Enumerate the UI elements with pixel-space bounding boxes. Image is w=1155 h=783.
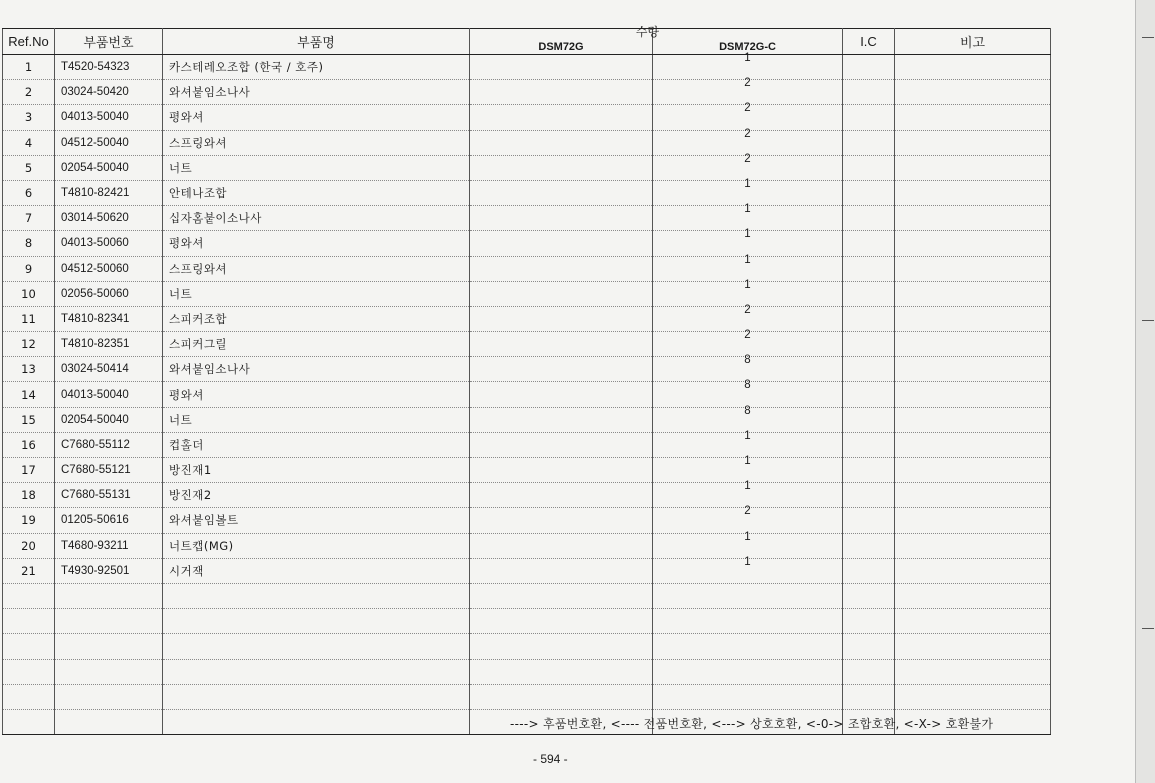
table-row: [3, 483, 1051, 508]
qty-model-2-cell: [653, 102, 843, 130]
ic-cell: [843, 180, 895, 205]
part-no-cell: 03024-50414: [55, 357, 163, 382]
remarks-cell: [895, 483, 1051, 508]
header-part-no: 부품번호: [55, 29, 163, 55]
ref-no-cell: 4: [3, 130, 55, 155]
ic-cell: [843, 508, 895, 533]
part-no-cell: 02054-50040: [55, 155, 163, 180]
qty-model-1-cell: [470, 458, 653, 483]
qty-value: 1: [744, 555, 751, 568]
ref-no-cell: 6: [3, 180, 55, 205]
table-row: [3, 458, 1051, 483]
qty-model-1-cell: [470, 130, 653, 155]
header-model-2: DSM72G-C: [719, 41, 776, 53]
qty-value: 2: [744, 303, 751, 316]
empty-cell: [163, 634, 470, 659]
remarks-cell: [895, 432, 1051, 457]
empty-row: [3, 583, 1051, 608]
table-row: [3, 508, 1051, 533]
part-no-cell: T4810-82351: [55, 332, 163, 357]
part-no-cell: T4520-54323: [55, 55, 163, 80]
part-name-cell: 와셔붙임볼트: [163, 508, 470, 533]
qty-model-1-cell: [470, 180, 653, 205]
qty-value: 1: [744, 228, 751, 241]
qty-value: 1: [744, 480, 751, 493]
remarks-cell: [895, 533, 1051, 558]
empty-cell: [895, 684, 1051, 709]
empty-cell: [470, 684, 653, 709]
part-no-cell: 04013-50060: [55, 231, 163, 256]
part-no-cell: T4810-82341: [55, 306, 163, 331]
qty-model-1-cell: [470, 332, 653, 357]
qty-model-2-cell: [653, 228, 843, 256]
empty-cell: [3, 609, 55, 634]
qty-model-1-cell: [470, 281, 653, 306]
remarks-cell: [895, 357, 1051, 382]
part-name-cell: 스피커그릴: [163, 332, 470, 357]
empty-cell: [843, 659, 895, 684]
table-row: [3, 80, 1051, 105]
qty-model-2-cell: [653, 480, 843, 508]
qty-value: 2: [744, 329, 751, 342]
ref-no-cell: 21: [3, 558, 55, 583]
empty-cell: [895, 609, 1051, 634]
qty-model-2-cell: [653, 505, 843, 533]
header-quantity: 수량: [635, 25, 660, 39]
ref-no-cell: 1: [3, 55, 55, 80]
empty-cell: [55, 609, 163, 634]
header-qty-model-2: [635, 25, 843, 55]
ic-cell: [843, 558, 895, 583]
qty-value: 1: [744, 203, 751, 216]
qty-model-1-cell: [470, 155, 653, 180]
ic-cell: [843, 332, 895, 357]
qty-value: 1: [744, 455, 751, 467]
part-name-cell: 와셔붙임소나사: [163, 80, 470, 105]
empty-cell: [55, 709, 163, 734]
ref-no-cell: 2: [3, 80, 55, 105]
table-row: [3, 256, 1051, 281]
ic-cell: [843, 407, 895, 432]
qty-model-1-cell: [470, 432, 653, 457]
part-name-cell: 스피커조합: [163, 306, 470, 331]
ref-no-cell: 7: [3, 206, 55, 231]
qty-value: 8: [744, 379, 751, 392]
table-row: [3, 357, 1051, 382]
qty-model-2-cell: [653, 530, 843, 558]
part-name-cell: 카스테레오조합 (한국 / 호주): [163, 55, 470, 80]
ic-cell: [843, 432, 895, 457]
part-no-cell: 03014-50620: [55, 206, 163, 231]
qty-value: 1: [744, 177, 751, 190]
remarks-cell: [895, 180, 1051, 205]
ic-cell: [843, 231, 895, 256]
qty-model-1-cell: [470, 80, 653, 105]
part-name-cell: 너트: [163, 155, 470, 180]
empty-cell: [163, 659, 470, 684]
empty-cell: [470, 659, 653, 684]
remarks-cell: [895, 332, 1051, 357]
qty-model-1-cell: [470, 306, 653, 331]
part-no-cell: 01205-50616: [55, 508, 163, 533]
table-row: [3, 332, 1051, 357]
table-row: [3, 206, 1051, 231]
qty-model-1-cell: [470, 483, 653, 508]
ic-cell: [843, 306, 895, 331]
empty-cell: [843, 634, 895, 659]
header-model-1: DSM72G: [538, 41, 584, 53]
part-no-cell: T4680-93211: [55, 533, 163, 558]
ic-cell: [843, 206, 895, 231]
ic-cell: [843, 458, 895, 483]
header-remarks: 비고: [895, 29, 1051, 55]
part-name-cell: 평와셔: [163, 231, 470, 256]
qty-model-2-cell: [653, 152, 843, 180]
ic-cell: [843, 483, 895, 508]
ic-cell: [843, 105, 895, 130]
ref-no-cell: 5: [3, 155, 55, 180]
ic-cell: [843, 155, 895, 180]
qty-value: 1: [744, 253, 751, 266]
ic-cell: [843, 130, 895, 155]
empty-cell: [55, 583, 163, 608]
remarks-cell: [895, 155, 1051, 180]
empty-cell: [653, 609, 843, 634]
part-name-cell: 스프링와셔: [163, 256, 470, 281]
table-header-row: [3, 29, 1051, 55]
qty-value: 2: [744, 505, 751, 518]
qty-value: 1: [744, 278, 751, 291]
qty-model-1-cell: [470, 382, 653, 407]
part-name-cell: 안테나조합: [163, 180, 470, 205]
empty-cell: [843, 684, 895, 709]
empty-cell: [3, 583, 55, 608]
empty-cell: [3, 659, 55, 684]
table-row: [3, 55, 1051, 80]
empty-cell: [843, 583, 895, 608]
qty-value: 1: [744, 530, 751, 543]
qty-value: 2: [744, 127, 751, 140]
ref-no-cell: 14: [3, 382, 55, 407]
qty-model-2-cell: [653, 203, 843, 231]
empty-cell: [895, 634, 1051, 659]
qty-model-2-cell: [653, 253, 843, 281]
ic-cell: [843, 256, 895, 281]
ref-no-cell: 9: [3, 256, 55, 281]
empty-row: [3, 684, 1051, 709]
qty-value: 1: [744, 52, 751, 64]
part-no-cell: 03024-50420: [55, 80, 163, 105]
part-no-cell: C7680-55121: [55, 458, 163, 483]
qty-value: 1: [744, 429, 751, 442]
qty-model-2-cell: [653, 555, 843, 583]
part-no-cell: 04512-50060: [55, 256, 163, 281]
part-name-cell: 방진재1: [163, 458, 470, 483]
empty-cell: [470, 583, 653, 608]
ic-cell: [843, 382, 895, 407]
table-row: [3, 558, 1051, 583]
part-name-cell: 평와셔: [163, 105, 470, 130]
remarks-cell: [895, 558, 1051, 583]
empty-cell: [895, 659, 1051, 684]
empty-cell: [163, 684, 470, 709]
edge-mark: [1142, 320, 1154, 321]
ref-no-cell: 17: [3, 458, 55, 483]
part-no-cell: 02056-50060: [55, 281, 163, 306]
interchange-legend: ----> 후품번호환, <---- 전품번호환, <---> 상호호환, <-0-> 조합호환, <-X-> 호환불가: [510, 717, 994, 731]
qty-model-1-cell: [470, 231, 653, 256]
part-name-cell: 너트: [163, 281, 470, 306]
remarks-cell: [895, 130, 1051, 155]
ref-no-cell: 20: [3, 533, 55, 558]
ic-cell: [843, 55, 895, 80]
remarks-cell: [895, 508, 1051, 533]
qty-model-1-cell: [470, 533, 653, 558]
remarks-cell: [895, 231, 1051, 256]
empty-cell: [3, 634, 55, 659]
table-row: [3, 130, 1051, 155]
qty-model-2-cell: [653, 177, 843, 205]
ref-no-cell: 19: [3, 508, 55, 533]
part-no-cell: 02054-50040: [55, 407, 163, 432]
qty-model-1-cell: [470, 558, 653, 583]
empty-cell: [163, 609, 470, 634]
remarks-cell: [895, 458, 1051, 483]
table-row: [3, 533, 1051, 558]
remarks-cell: [895, 206, 1051, 231]
qty-value: 2: [744, 102, 751, 115]
remarks-cell: [895, 55, 1051, 80]
empty-cell: [3, 684, 55, 709]
table-row: [3, 432, 1051, 457]
remarks-cell: [895, 80, 1051, 105]
table-row: [3, 105, 1051, 130]
part-no-cell: C7680-55112: [55, 432, 163, 457]
empty-cell: [653, 659, 843, 684]
empty-row: [3, 634, 1051, 659]
qty-model-2-cell: [653, 303, 843, 331]
table-row: [3, 382, 1051, 407]
remarks-cell: [895, 281, 1051, 306]
qty-model-2-cell: [653, 127, 843, 155]
qty-model-1-cell: [470, 407, 653, 432]
ref-no-cell: 3: [3, 105, 55, 130]
part-name-cell: 너트캡(MG): [163, 533, 470, 558]
ic-cell: [843, 80, 895, 105]
qty-model-1-cell: [470, 55, 653, 80]
header-ref-no: Ref.No: [3, 29, 55, 55]
qty-value: 8: [744, 354, 751, 367]
edge-mark: [1142, 628, 1154, 629]
qty-value: 2: [744, 152, 751, 165]
page-number: - 594 -: [533, 752, 568, 766]
table-row: [3, 231, 1051, 256]
empty-cell: [163, 709, 470, 734]
empty-cell: [55, 659, 163, 684]
empty-cell: [3, 709, 55, 734]
remarks-cell: [895, 306, 1051, 331]
ref-no-cell: 13: [3, 357, 55, 382]
qty-model-1-cell: [470, 508, 653, 533]
empty-cell: [653, 634, 843, 659]
qty-model-1-cell: [470, 256, 653, 281]
remarks-cell: [895, 105, 1051, 130]
part-name-cell: 시거잭: [163, 558, 470, 583]
part-no-cell: C7680-55131: [55, 483, 163, 508]
empty-cell: [895, 583, 1051, 608]
empty-row: [3, 609, 1051, 634]
empty-cell: [470, 609, 653, 634]
qty-value: 2: [744, 77, 751, 90]
qty-model-2-cell: [653, 77, 843, 105]
part-name-cell: 스프링와셔: [163, 130, 470, 155]
empty-cell: [163, 583, 470, 608]
ref-no-cell: 8: [3, 231, 55, 256]
qty-model-1-cell: [470, 206, 653, 231]
empty-cell: [470, 634, 653, 659]
qty-model-1-cell: [470, 357, 653, 382]
empty-cell: [55, 634, 163, 659]
part-name-cell: 십자홈붙이소나사: [163, 206, 470, 231]
qty-model-2-cell: [653, 52, 843, 80]
qty-model-2-cell: [653, 278, 843, 306]
part-name-cell: 와셔붙임소나사: [163, 357, 470, 382]
part-name-cell: 너트: [163, 407, 470, 432]
empty-cell: [55, 684, 163, 709]
ref-no-cell: 12: [3, 332, 55, 357]
table-row: [3, 306, 1051, 331]
qty-model-2-cell: [653, 429, 843, 457]
table-row: [3, 407, 1051, 432]
binding-edge: [1135, 0, 1155, 783]
ref-no-cell: 16: [3, 432, 55, 457]
part-name-cell: 컵홀더: [163, 432, 470, 457]
table-row: [3, 180, 1051, 205]
part-name-cell: 평와셔: [163, 382, 470, 407]
header-ic: I.C: [843, 29, 895, 55]
ic-cell: [843, 357, 895, 382]
table-row: [3, 281, 1051, 306]
qty-model-2-cell: [653, 329, 843, 357]
empty-cell: [653, 583, 843, 608]
part-no-cell: 04512-50040: [55, 130, 163, 155]
qty-value: 8: [744, 404, 751, 417]
empty-row: [3, 659, 1051, 684]
remarks-cell: [895, 256, 1051, 281]
table-row: [3, 155, 1051, 180]
ref-no-cell: 18: [3, 483, 55, 508]
parts-table: [2, 25, 1051, 735]
ref-no-cell: 11: [3, 306, 55, 331]
remarks-cell: [895, 382, 1051, 407]
part-name-cell: 방진재2: [163, 483, 470, 508]
part-no-cell: 04013-50040: [55, 105, 163, 130]
qty-model-1-cell: [470, 105, 653, 130]
edge-mark: [1142, 37, 1154, 38]
ref-no-cell: 15: [3, 407, 55, 432]
empty-cell: [843, 609, 895, 634]
header-part-name: 부품명: [163, 29, 470, 55]
part-no-cell: T4810-82421: [55, 180, 163, 205]
qty-model-2-cell: [653, 354, 843, 382]
qty-model-2-cell: [653, 455, 843, 483]
ic-cell: [843, 281, 895, 306]
part-no-cell: T4930-92501: [55, 558, 163, 583]
part-no-cell: 04013-50040: [55, 382, 163, 407]
qty-model-2-cell: [653, 404, 843, 432]
empty-cell: [653, 684, 843, 709]
ic-cell: [843, 533, 895, 558]
qty-model-2-cell: [653, 379, 843, 407]
remarks-cell: [895, 407, 1051, 432]
ref-no-cell: 10: [3, 281, 55, 306]
